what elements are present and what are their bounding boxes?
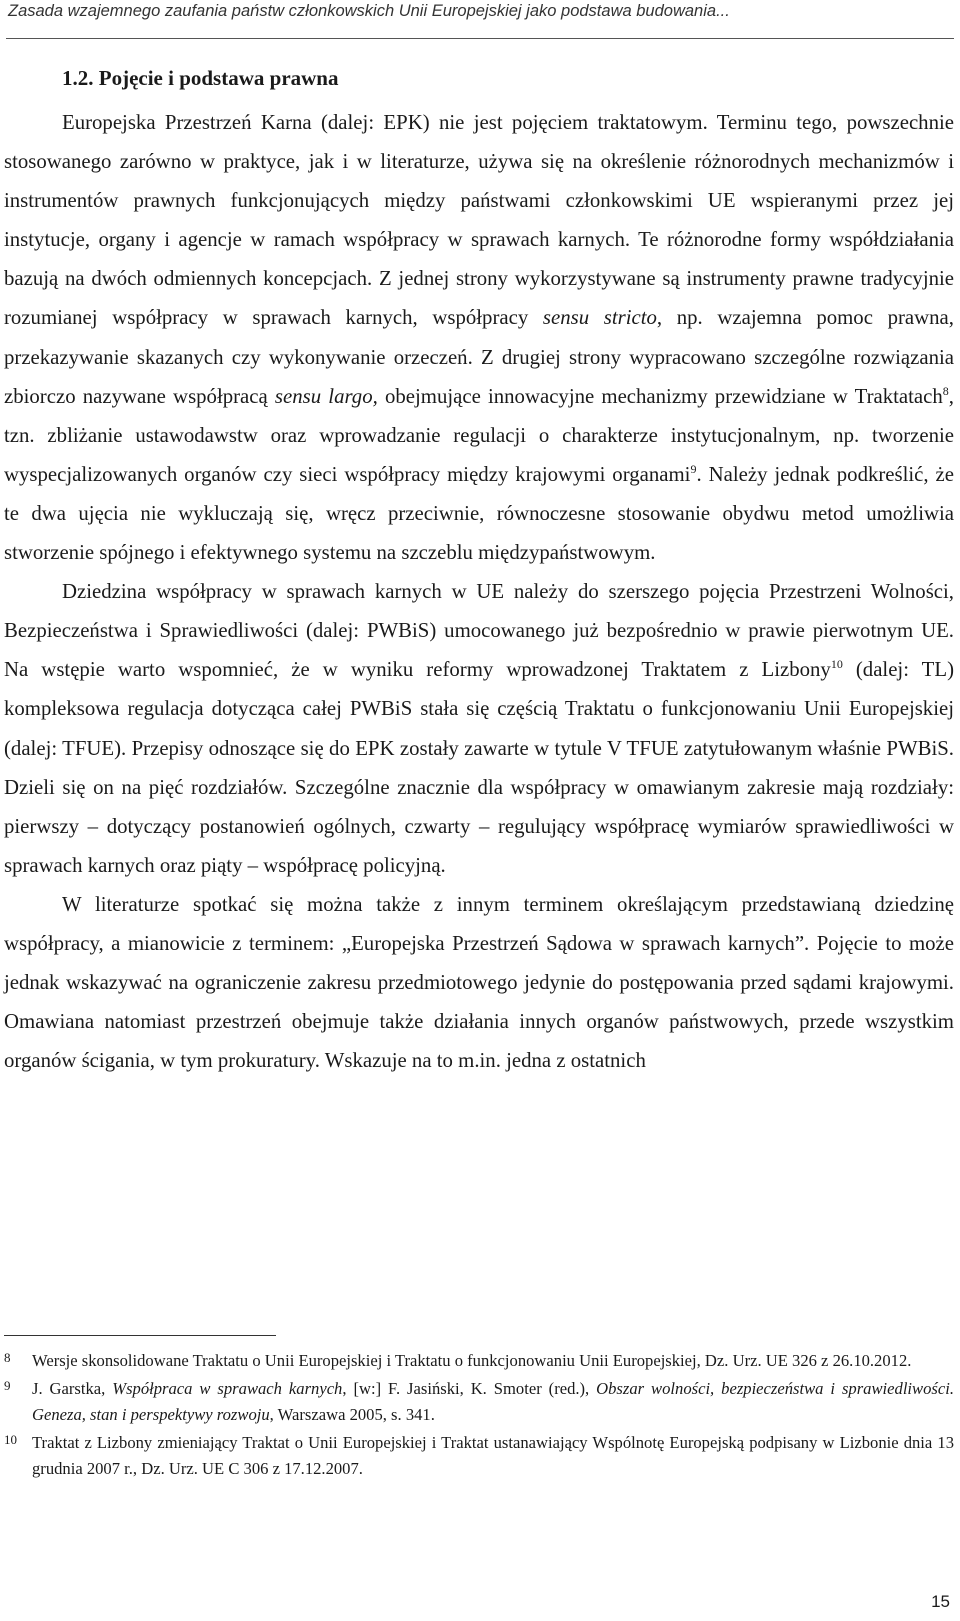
footnote-text: Traktat z Lizbony zmieniający Traktat o Unii Europejskiej i Traktat ustanawiający Wspólnotę Europejską podpisany w Lizbonie dnia 13 grudnia 2007 r., Dz. Urz. UE C 306 z 17.12.2007. <box>32 1432 954 1478</box>
text-run: , tzn. zbliżanie ustawodawstw oraz wprowadzanie regulacji o charakterze instytucjonalnym, np. tworzenie wyspecjalizowanych organów czy sieci współpracy między krajowymi organami <box>4 384 954 486</box>
footnote-text <box>32 1376 954 1429</box>
italic-term: sensu stricto <box>542 306 657 330</box>
section-title: 1.2. Pojęcie i podstawa prawna <box>62 66 339 90</box>
text-run: obejmujące innowacyjne mechanizmy przewidziane w Traktatach <box>377 384 943 408</box>
text-run: . Należy jednak podkreślić, że te dwa ujęcia nie wykluczają się, wręcz przeciwnie, równoczesne stosowanie obydwu metod umożliwia stworzenie spójnego i efektywnego systemu na szczeblu międzypaństwowym. <box>4 462 954 565</box>
italic-term: sensu largo, <box>274 384 378 408</box>
italic-title: Obszar wolności, bezpieczeństwa i sprawiedliwości. Geneza, stan i perspektywy rozwoju <box>32 1378 954 1424</box>
footnote-number: 9 <box>4 1377 11 1393</box>
running-header: Zasada wzajemnego zaufania państw członkowskich Unii Europejskiej jako podstawa budowania... <box>8 2 730 20</box>
paragraph-1 <box>4 103 954 572</box>
footnotes <box>4 1348 954 1484</box>
text-run: , [w:] F. Jasiński, K. Smoter (red.), <box>342 1378 597 1398</box>
page-number: 15 <box>931 1592 950 1611</box>
text-run: J. Garstka, <box>32 1378 113 1398</box>
paragraph-2 <box>4 572 954 885</box>
text-run: Europejska Przestrzeń Karna (dalej: EPK) nie jest pojęciem traktatowym. Terminu tego, powszechnie stosowanego zarówno w praktyce, jak i w literaturze, używa się na określenie różnorodnych mechanizmów i instrumentów prawnych funkcjonujących między państwami członkowskimi UE wspieranymi przez jej instytucje, organy i agencje w ramach współpracy w sprawach karnych. Te różnorodne formy współdziałania bazują na dwóch odmiennych koncepcjach. Z jednej strony wykorzystywane są instrumenty prawne tradycyjnie rozumianej współpracy w sprawach karnych, współpracy <box>4 111 954 330</box>
footnote-8 <box>4 1348 954 1375</box>
header-rule <box>6 38 954 39</box>
italic-title: Współpraca w sprawach karnych <box>112 1378 343 1398</box>
footnote-ref-8[interactable]: 8 <box>942 383 949 398</box>
footnote-9 <box>4 1376 954 1429</box>
text-run: (dalej: TL) kompleksowa regulacja dotycząca całej PWBiS stała się częścią Traktatu o funkcjonowaniu Unii Europejskiej (dalej: TFUE). Przepisy odnoszące się do EPK zostały zawarte w tytule V TFUE zatytułowanym właśnie PWBiS. Dzieli się on na pięć rozdziałów. Szczególne znacznie dla współpracy w omawianym zakresie mają rozdziały: pierwszy – dotyczący postanowień ogólnych, czwarty – regulujący współpracę wymiarów sprawiedliwości w sprawach karnych oraz piąty – współpracę policyjną. <box>4 658 954 877</box>
footnote-number: 10 <box>4 1431 17 1447</box>
footnote-ref-9[interactable]: 9 <box>690 461 697 476</box>
text-run: Dziedzina współpracy w sprawach karnych w UE należy do szerszego pojęcia Przestrzeni Wolności, Bezpieczeństwa i Sprawiedliwości (dalej: PWBiS) umocowanego już bezpośrednio w prawie pierwotnym UE. Na wstępie warto wspomnieć, że w wyniku reformy wprowadzonej Traktatem z Lizbony <box>4 580 954 682</box>
text-run: , np. wzajemna pomoc prawna, przekazywanie skazanych czy wykonywanie orzeczeń. Z drugiej strony wypracowano szczególne rozwiązania zbiorczo nazywane współpracą <box>4 306 954 408</box>
text-run: W literaturze spotkać się można także z innym terminem określającym przedstawianą dziedzinę współpracy, a mianowicie z terminem: „Europejska Przestrzeń Sądowa w sprawach karnych”. Pojęcie to może jednak wskazywać na ograniczenie zakresu przedmiotowego jedynie do postępowania przed sądami krajowymi. Omawiana natomiast przestrzeń obejmuje także działania innych organów państwowych, przede wszystkim organów ścigania, w tym prokuratury. Wskazuje na to m.in. jedna z ostatnich <box>4 892 954 1073</box>
footnote-number: 8 <box>4 1350 11 1365</box>
footnote-ref-10[interactable]: 10 <box>830 657 843 672</box>
body-text <box>4 103 954 1080</box>
footnote-rule <box>4 1335 276 1336</box>
footnote-10 <box>4 1430 954 1483</box>
text-run: , Warszawa 2005, s. 341. <box>269 1405 435 1424</box>
paragraph-3 <box>4 885 954 1080</box>
footnote-text: Wersje skonsolidowane Traktatu o Unii Europejskiej i Traktatu o funkcjonowaniu Unii Europejskiej, Dz. Urz. UE 326 z 26.10.2012. <box>32 1351 912 1370</box>
